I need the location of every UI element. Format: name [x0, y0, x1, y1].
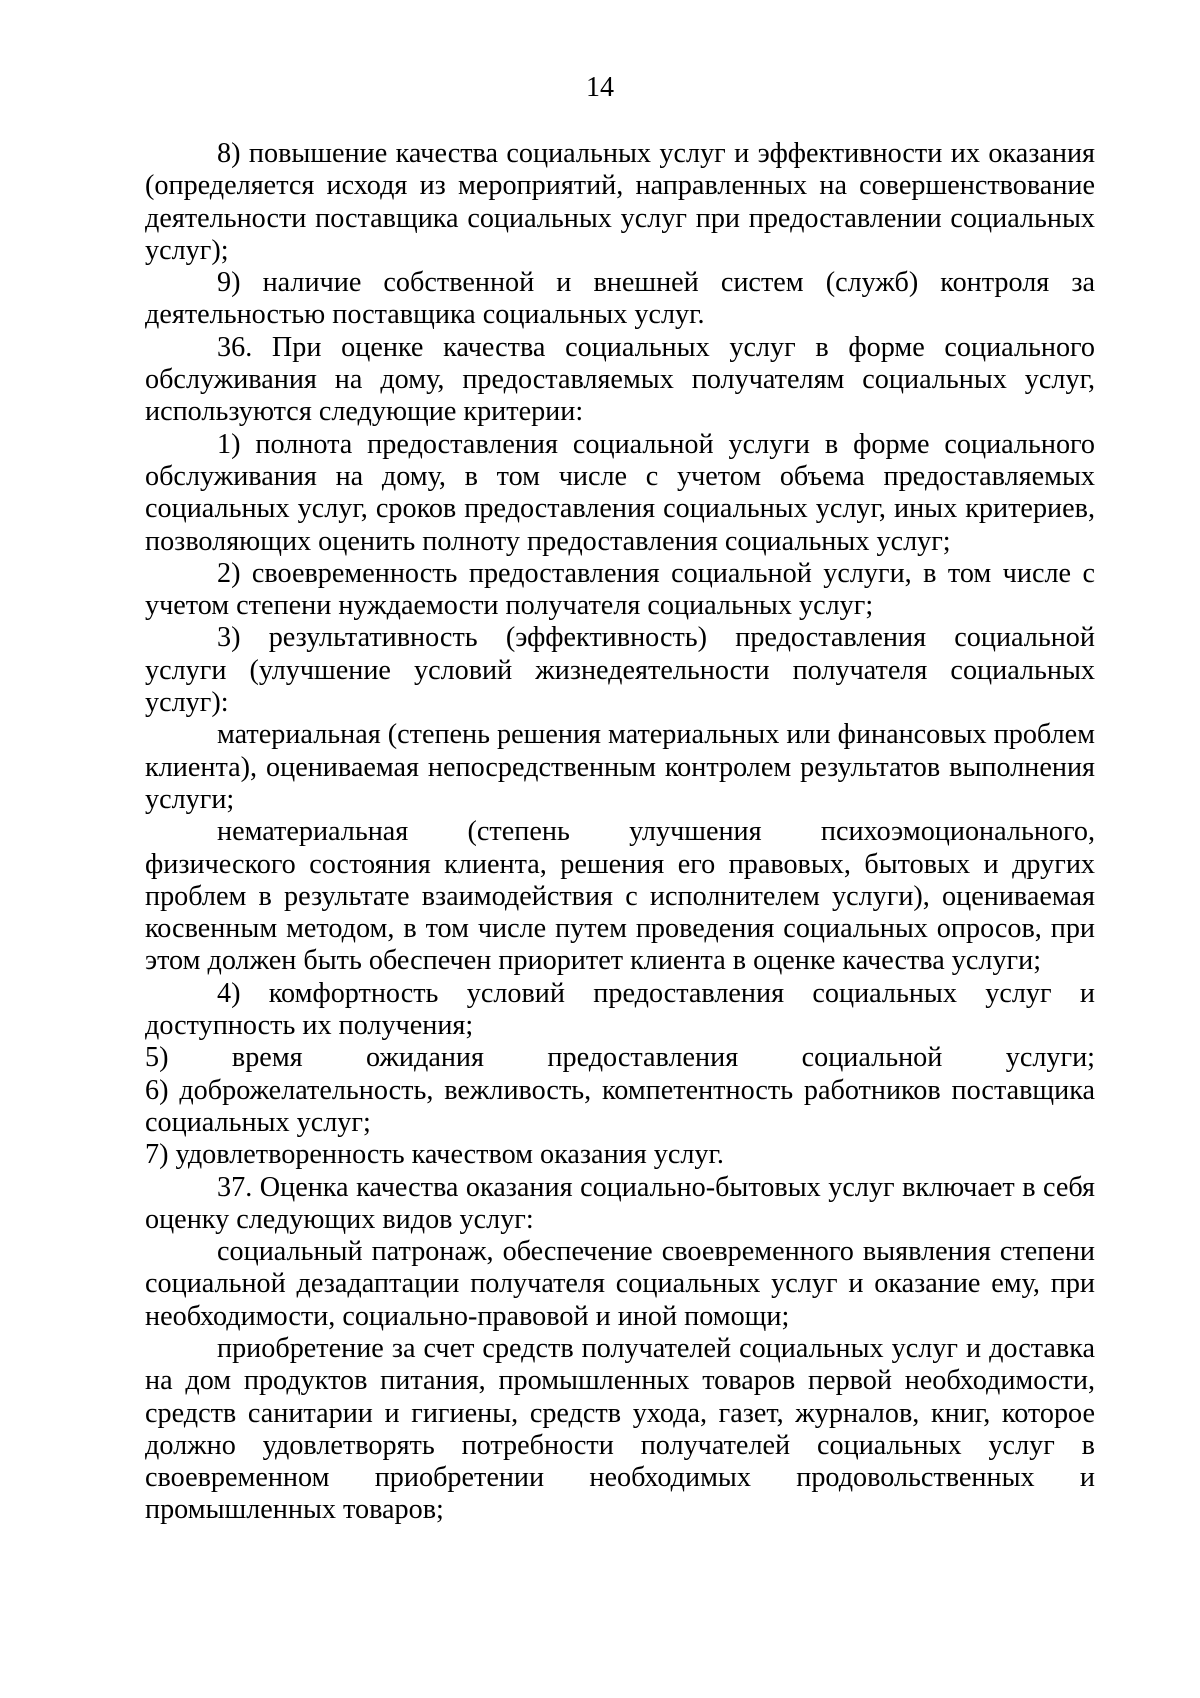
paragraph-material-effectiveness: материальная (степень решения материальных или финансовых проблем клиента), оцениваемая непосредственным контролем результатов выполнения услуги; [145, 719, 1095, 815]
paragraph-criterion-7-satisfaction: 7) удовлетворенность качеством оказания услуг. [145, 1139, 724, 1171]
paragraph-criterion-3-effectiveness: 3) результативность (эффективность) предоставления социальной услуги (улучшение условий жизнедеятельности получателя социальных услуг): [145, 622, 1095, 719]
page-number: 14 [586, 72, 614, 103]
paragraph-criterion-5-waiting-time: 5) время ожидания предоставления социальной услуги; [145, 1042, 1095, 1074]
paragraph-clause-37: 37. Оценка качества оказания социально-бытовых услуг включает в себя оценку следующих видов услуг: [145, 1171, 1095, 1235]
paragraph-criterion-4-comfort: 4) комфортность условий предоставления социальных услуг и доступность их получения; [145, 977, 1095, 1042]
paragraph-purchase-delivery: приобретение за счет средств получателей социальных услуг и доставка на дом продуктов питания, промышленных товаров первой необходимости, средств санитарии и гигиены, средств ухода, газет, журналов, книг, которое должно удовлетворять потребности получателей социальных услуг в своевременном приобретении необходимых продовольственных и промышленных товаров; [145, 1332, 1095, 1526]
paragraph-criterion-2-timeliness: 2) своевременность предоставления социальной услуги, в том числе с учетом степени нуждаемости получателя социальных услуг; [145, 557, 1095, 622]
paragraph-clause-36: 36. При оценке качества социальных услуг в форме социального обслуживания на дому, предоставляемых получателям социальных услуг, используются следующие критерии: [145, 331, 1095, 428]
paragraph-criterion-6-courtesy: 6) доброжелательность, вежливость, компетентность работников поставщика социальных услуг; [145, 1074, 1095, 1138]
paragraph-social-patronage: социальный патронаж, обеспечение своевременного выявления степени социальной дезадаптации получателя социальных услуг и оказание ему, при необходимости, социально-правовой и иной помощи; [145, 1236, 1095, 1332]
document-body [145, 138, 1095, 1527]
paragraph-item-8-quality-improvement: 8) повышение качества социальных услуг и эффективности их оказания (определяется исходя из мероприятий, направленных на совершенствование деятельности поставщика социальных услуг при предоставлении социальных услуг); [145, 138, 1095, 266]
paragraph-nonmaterial-effectiveness: нематериальная (степень улучшения психоэмоционального, физического состояния клиента, решения его правовых, бытовых и других проблем в результате взаимодействия с исполнителем услуги), оцениваемая косвенным методом, в том числе путем проведения социальных опросов, при этом должен быть обеспечен приоритет клиента в оценке качества услуги; [145, 816, 1095, 977]
paragraph-criterion-1-completeness: 1) полнота предоставления социальной услуги в форме социального обслуживания на дому, в том числе с учетом объема предоставляемых социальных услуг, сроков предоставления социальных услуг, иных критериев, позволяющих оценить полноту предоставления социальных услуг; [145, 428, 1095, 557]
paragraph-item-9-control-systems: 9) наличие собственной и внешней систем (служб) контроля за деятельностью поставщика социальных услуг. [145, 267, 1095, 331]
